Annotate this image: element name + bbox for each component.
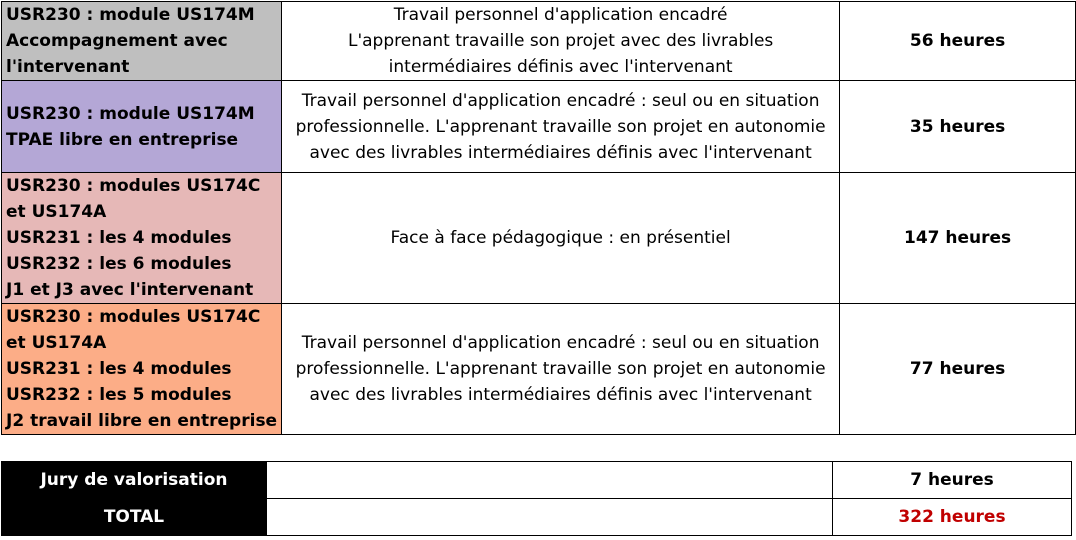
table-row <box>2 81 1076 173</box>
label-line: USR230 : module US174M <box>6 103 255 124</box>
total-hours: 322 heures <box>833 499 1072 536</box>
label-line: USR232 : les 6 modules <box>6 254 232 274</box>
hours-cell: 56 heures <box>840 2 1076 81</box>
desc-line: avec des livrables intermédiaires définis avec l'intervenant <box>309 385 812 405</box>
desc-line: avec des livrables intermédiaires définis avec l'intervenant <box>309 142 812 163</box>
summary-table <box>1 461 1072 536</box>
table-row <box>2 2 1076 81</box>
label-line: USR231 : les 4 modules <box>6 228 232 248</box>
empty-cell <box>267 499 833 536</box>
label-line: USR230 : modules US174C <box>6 307 261 327</box>
hours-cell: 35 heures <box>840 81 1076 173</box>
desc-line: L'apprenant travaille son projet avec des livrables <box>347 31 774 51</box>
label-line: et US174A <box>6 202 107 222</box>
jury-hours: 7 heures <box>833 462 1072 499</box>
jury-label: Jury de valorisation <box>2 462 267 499</box>
total-label: TOTAL <box>2 499 267 536</box>
table-row <box>2 462 1072 499</box>
description-cell <box>282 173 840 304</box>
description-cell <box>282 304 840 435</box>
label-line: TPAE libre en entreprise <box>6 129 239 150</box>
label-line: et US174A <box>6 333 107 353</box>
description-cell <box>282 2 840 81</box>
empty-cell <box>267 462 833 499</box>
label-line: USR231 : les 4 modules <box>6 359 232 379</box>
hours-cell: 77 heures <box>840 304 1076 435</box>
desc-line: professionnelle. L'apprenant travaille son projet en autonomie <box>295 359 826 379</box>
desc-line: Face à face pédagogique : en présentiel <box>390 228 731 248</box>
label-line: Accompagnement avec <box>6 31 228 51</box>
desc-line: intermédiaires définis avec l'intervenant <box>388 57 733 77</box>
desc-line: Travail personnel d'application encadré <box>393 5 728 25</box>
label-line: l'intervenant <box>6 57 130 77</box>
label-line: USR230 : module US174M <box>6 5 255 25</box>
table-row <box>2 304 1076 435</box>
module-label-cell <box>2 173 282 304</box>
desc-line: Travail personnel d'application encadré : seul ou en situation <box>301 90 820 111</box>
hours-cell: 147 heures <box>840 173 1076 304</box>
label-line: USR232 : les 5 modules <box>6 385 232 405</box>
description-cell <box>282 81 840 173</box>
table-row <box>2 499 1072 536</box>
module-label-cell <box>2 304 282 435</box>
label-line: J1 et J3 avec l'intervenant <box>6 280 254 300</box>
label-line: J2 travail libre en entreprise <box>6 411 278 431</box>
desc-line: professionnelle. L'apprenant travaille son projet en autonomie <box>295 116 826 137</box>
hours-breakdown-table <box>1 1 1076 435</box>
label-line: USR230 : modules US174C <box>6 176 261 196</box>
desc-line: Travail personnel d'application encadré : seul ou en situation <box>301 333 820 353</box>
table-row <box>2 173 1076 304</box>
module-label-cell <box>2 81 282 173</box>
module-label-cell <box>2 2 282 81</box>
